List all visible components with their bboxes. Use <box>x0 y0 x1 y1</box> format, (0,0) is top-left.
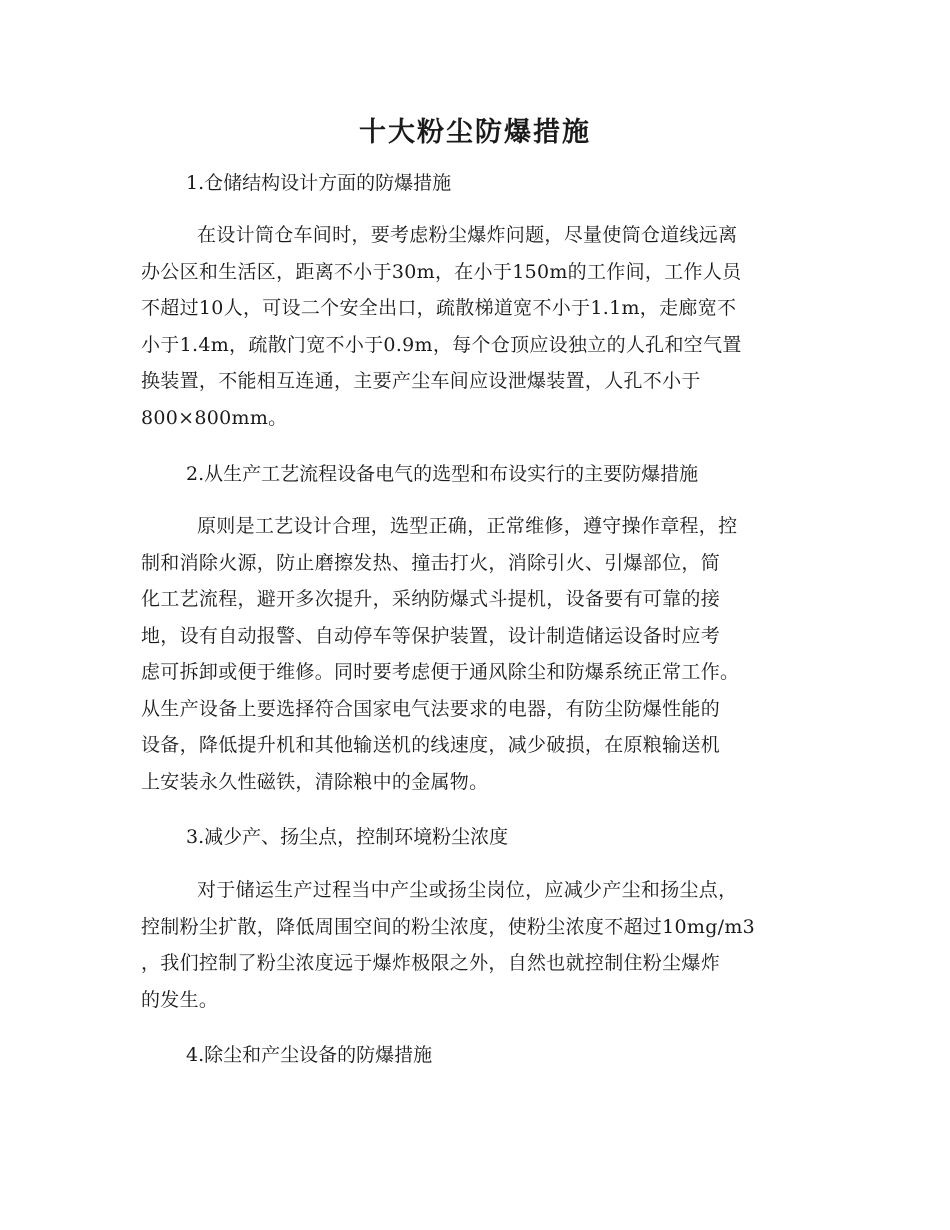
section-paragraph-1 <box>141 217 809 436</box>
paragraph-line: 800×800mm。 <box>141 406 288 429</box>
paragraph-line: 设备，降低提升机和其他输送机的线速度，减少破损，在原粮输送机 <box>141 734 721 756</box>
paragraph-line: 不超过10人，可设二个安全出口，疏散梯道宽不小于1.1m，走廊宽不 <box>141 297 737 319</box>
section-heading-4: 4.除尘和产尘设备的防爆措施 <box>186 1044 433 1066</box>
paragraph-line: 地，设有自动报警、自动停车等保护装置，设计制造储运设备时应考 <box>141 624 721 647</box>
paragraph-line: 在设计筒仓车间时，要考虑粉尘爆炸问题，尽量使筒仓道线远离 <box>197 224 738 246</box>
section-paragraph-2 <box>141 508 809 800</box>
paragraph-line: 化工艺流程，避开多次提升，采纳防爆式斗提机，设备要有可靠的接 <box>141 588 721 610</box>
paragraph-line: 对于储运生产过程当中产尘或扬尘岗位，应减少产尘和扬尘点， <box>197 879 738 901</box>
paragraph-line: 从生产设备上要选择符合国家电气法要求的电器，有防尘防爆性能的 <box>141 697 721 720</box>
paragraph-line: 原则是工艺设计合理，选型正确，正常维修，遵守操作章程，控 <box>197 515 738 537</box>
document-title: 十大粉尘防爆措施 <box>359 117 591 148</box>
paragraph-line: 上安装永久性磁铁，清除粮中的金属物。 <box>141 770 489 793</box>
section-heading-2: 2.从生产工艺流程设备电气的选型和布设实行的主要防爆措施 <box>186 463 699 485</box>
paragraph-line: 办公区和生活区，距离不小于30m，在小于150m的工作间，工作人员 <box>141 260 742 283</box>
paragraph-line: ，我们控制了粉尘浓度远于爆炸极限之外，自然也就控制住粉尘爆炸 <box>141 952 721 974</box>
paragraph-line: 换装置，不能相互连通，主要产尘车间应设泄爆装置，人孔不小于 <box>141 370 701 392</box>
paragraph-line: 的发生。 <box>141 988 219 1011</box>
section-heading-3: 3.减少产、扬尘点，控制环境粉尘浓度 <box>186 826 509 848</box>
paragraph-line: 制和消除火源，防止磨擦发热、撞击打火，消除引火、引爆部位，简 <box>141 551 721 574</box>
section-heading-1: 1.仓储结构设计方面的防爆措施 <box>186 172 452 194</box>
paragraph-line: 小于1.4m，疏散门宽不小于0.9m，每个仓顶应设独立的人孔和空气置 <box>141 333 742 356</box>
section-paragraph-3 <box>141 872 809 1018</box>
paragraph-line: 虑可拆卸或便于维修。同时要考虑便于通风除尘和防爆系统正常工作。 <box>141 661 740 683</box>
paragraph-line: 控制粉尘扩散，降低周围空间的粉尘浓度，使粉尘浓度不超过10mg/m3 <box>141 915 756 938</box>
